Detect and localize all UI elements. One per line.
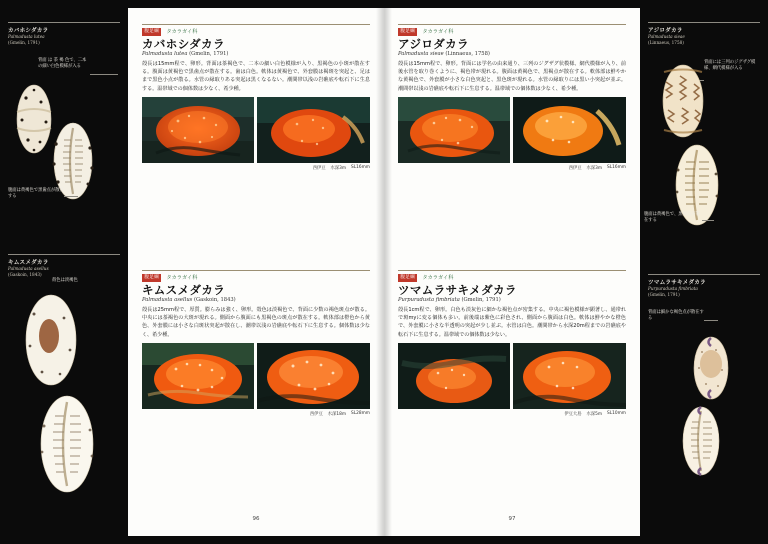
entry-kabahoshidakara <box>142 24 370 171</box>
entry-header <box>142 274 370 282</box>
callout-rule <box>8 22 120 23</box>
callout-rule <box>8 254 120 255</box>
side-callout-tsumamurasakimedakara <box>648 278 760 297</box>
habitat-photo-b <box>513 97 626 163</box>
note-text: 背面には三列のジグザグ模様、網代模様が入る <box>704 60 756 72</box>
caption-location: 西伊豆 <box>309 411 323 417</box>
note-leader <box>702 220 714 221</box>
species-scientific-name <box>142 51 370 57</box>
family-label: タカラガイ科 <box>166 275 198 282</box>
species-japanese-name: キムスメダカラ <box>142 282 226 297</box>
sci-binomial: Purpuradusta fimbriata <box>648 286 698 291</box>
sci-author: (Gmelin, 1791) <box>648 291 680 297</box>
species-scientific-name <box>398 297 626 303</box>
sci-binomial: Palmadusta sieae <box>648 34 685 39</box>
photo-row <box>142 97 370 163</box>
habitat-photo-b <box>257 97 370 163</box>
habitat-photo-a <box>398 97 510 163</box>
sci-author: (Linnaeus, 1758) <box>648 39 684 45</box>
habitat-photo-b <box>513 343 626 409</box>
caption-location: 西伊豆 <box>568 165 582 171</box>
shell-tsumamurasakimedakara-ventral <box>674 404 728 478</box>
class-tag: 腹足綱 <box>398 28 417 36</box>
side-note-ajirodakara-ventral <box>644 212 702 225</box>
sci-author: (Gmelin, 1791) <box>8 39 40 45</box>
species-description: 殻長は15mm程で、卵形。背面は茶褐色で、二本の細い白色模様が入り、黒褐色の小斑が散在する。腹面は黄褐色で黒歯点が散在する。歯は白色。軟体は黄褐色で、外套膜は褐斑を突起と、足はまで黒色小点が散る。水管の縁取りある突起は黒くなるない。潮間帯以浅の岩礁底や転石下に生息する。温帯域での個体数は少なく、希少種。 <box>142 60 370 92</box>
photo-graphic <box>142 97 254 163</box>
entry-header <box>398 274 626 282</box>
sci-binomial: Palmadusta lutea <box>142 50 188 57</box>
species-scientific-name <box>398 51 626 57</box>
sci-author: (Linnaeus, 1758) <box>445 50 490 57</box>
entry-rule <box>398 270 626 271</box>
habitat-photo-b <box>257 343 370 409</box>
caption-depth: 水深18m <box>327 411 347 417</box>
caption-location: 伊豆大島 <box>564 411 582 417</box>
entry-rule <box>142 24 370 25</box>
side-callout-ajirodakara <box>648 26 760 45</box>
caption-size: SL10mm <box>607 410 626 416</box>
callout-rule <box>648 274 760 275</box>
side-note-tsumamurasakimedakara <box>648 310 704 323</box>
entry-tsumamurasakimedakara <box>398 270 626 417</box>
callout-japanese-name: ツマムラサキメダカラ <box>648 280 706 286</box>
sci-binomial: Palmadusta sieae <box>398 50 444 57</box>
habitat-photo-a <box>142 343 254 409</box>
photo-graphic <box>513 343 626 409</box>
photo-caption <box>142 411 370 417</box>
photo-caption <box>398 165 626 171</box>
folio-left: 96 <box>252 516 260 522</box>
shell-tsumamurasakimedakara-dorsal <box>686 334 736 402</box>
sci-author: (Gmelin, 1791) <box>461 296 501 303</box>
side-note-kimusumedakara <box>52 278 104 284</box>
caption-size: SL28mm <box>351 410 370 416</box>
shell-graphic <box>30 392 104 496</box>
photo-graphic <box>257 343 370 409</box>
note-text: 腹面は黄褐色で、黒褐点が散在する <box>644 212 700 224</box>
species-japanese-name: アジロダカラ <box>398 36 469 51</box>
side-note-kabahoshidakara-dorsal <box>38 58 90 71</box>
shell-kimusumedakara-dorsal <box>16 292 86 388</box>
side-note-ajirodakara-dorsal <box>704 60 760 73</box>
note-leader <box>64 196 78 197</box>
note-text: 背面は細かな褐色点が散在する <box>648 310 704 322</box>
entry-rule <box>398 24 626 25</box>
side-callout-kabahoshidakara <box>8 26 120 45</box>
habitat-photo-a <box>142 97 254 163</box>
class-tag: 腹足綱 <box>142 274 161 282</box>
sci-author: (Gaskoin, 1843) <box>193 296 236 303</box>
photo-graphic <box>257 97 370 163</box>
callout-scientific-name <box>8 34 120 45</box>
entry-header <box>142 28 370 36</box>
photo-graphic <box>142 343 254 409</box>
callout-japanese-name: キムスメダカラ <box>8 260 49 266</box>
sci-binomial: Palmadusta asellus <box>142 296 193 303</box>
family-label: タカラガイ科 <box>422 275 454 282</box>
family-label: タカラガイ科 <box>166 29 198 36</box>
class-tag: 腹足綱 <box>142 28 161 36</box>
species-description: 殻長1cm程で、卵形。白色も淡灰色に細かな褐色点が密集する。中央に褐色模様が顕著し、通帯れで斑myに変る個体も多い。前後端は紫色に彩色され、側面から腹面は白色。軟体は鮮やかな橙色で、外套膜に小さな半透明の突起が少し並ぶ。水管は白色。潮間帯から水深20m程までの岩礁底や転石下に生息する。温帯域での個体数は少ない。 <box>398 306 626 338</box>
caption-depth: 水深5m <box>586 411 603 417</box>
side-callout-kimusumedakara <box>8 258 120 277</box>
shell-graphic <box>686 334 736 402</box>
entry-header <box>398 28 626 36</box>
species-japanese-name: ツマムラサキメダカラ <box>398 282 517 297</box>
class-tag: 腹足綱 <box>398 274 417 282</box>
callout-japanese-name: カバホシダカラ <box>8 28 49 34</box>
shell-ajirodakara-dorsal <box>654 62 712 140</box>
caption-size: SL16mm <box>607 164 626 170</box>
callout-scientific-name <box>8 266 120 277</box>
entry-ajirodakara <box>398 24 626 171</box>
entry-rule <box>142 270 370 271</box>
sci-author: (Gaskoin, 1843) <box>8 271 42 277</box>
species-scientific-name <box>142 297 370 303</box>
photo-row <box>398 343 626 409</box>
sci-author: (Gmelin, 1791) <box>189 50 229 57</box>
photo-graphic <box>398 343 510 409</box>
photo-caption <box>398 411 626 417</box>
species-japanese-name: カバホシダカラ <box>142 36 225 51</box>
callout-rule <box>648 22 760 23</box>
family-label: タカラガイ科 <box>422 29 454 36</box>
habitat-photo-a <box>398 343 510 409</box>
photo-graphic <box>398 97 510 163</box>
side-note-kabahoshidakara-ventral <box>8 188 64 201</box>
left-page <box>128 8 384 536</box>
note-leader <box>90 74 118 75</box>
shell-graphic <box>674 404 728 478</box>
caption-depth: 水深3m <box>330 165 347 171</box>
species-description: 殻長は15mm程で、卵形。背面には学名の由来通り、三列のジグザグ状模様、網代模様が入り、前後水管を取り巻くように、褐色帯が現れる。腹面は黄褐色で、黒褐点が散在する。軟体部は鮮やかな黄褐色で、外套膜が小さな白色突起と、黒色斑が現れる。水管の縁取りには黒い小突起が並ぶ。潮間帯以浅の岩礁底や転石下に生息する。温帯域での個体数は少なく、希少種。 <box>398 60 626 92</box>
right-page <box>384 8 640 536</box>
note-leader <box>704 320 718 321</box>
photo-caption <box>142 165 370 171</box>
shell-graphic <box>654 62 712 140</box>
note-text: 殻色は淡褐色 <box>52 278 78 283</box>
caption-size: SL16mm <box>351 164 370 170</box>
shell-kimusumedakara-ventral <box>30 392 104 496</box>
folio-right: 97 <box>508 516 516 522</box>
shell-graphic <box>16 292 86 388</box>
callout-scientific-name <box>648 286 760 297</box>
note-text: 背面 は 茶 褐 色で、二本の細い白色模様が入る <box>38 58 87 70</box>
photo-graphic <box>513 97 626 163</box>
species-description: 殻長は25mm程で、厚質。膨らみは強く、卵形。殻色は淡褐色で、背面に少数の褐色斑点が散る。中央には茶褐色の大斑が現れる。側面から腹面にも黒褐色の斑点が散在する。軟体部は橙色から黄色、外套膜には小さな白斑状突起が散在し、潮帯以浅の岩礁底や転石下に生息する。個体数は少なく、希少種。 <box>142 306 370 338</box>
caption-depth: 水深3m <box>586 165 603 171</box>
callout-japanese-name: アジロダカラ <box>648 28 683 34</box>
photo-row <box>398 97 626 163</box>
caption-location: 西伊豆 <box>312 165 326 171</box>
sci-binomial: Purpuradusta fimbriata <box>398 296 460 303</box>
sci-binomial: Palmadusta asellus <box>8 266 49 271</box>
photo-row <box>142 343 370 409</box>
note-text: 腹面は黄褐色で黒歯点が散在する <box>8 188 64 200</box>
callout-scientific-name <box>648 34 760 45</box>
sci-binomial: Palmadusta lutea <box>8 34 45 39</box>
entry-kimusumedakara <box>142 270 370 417</box>
